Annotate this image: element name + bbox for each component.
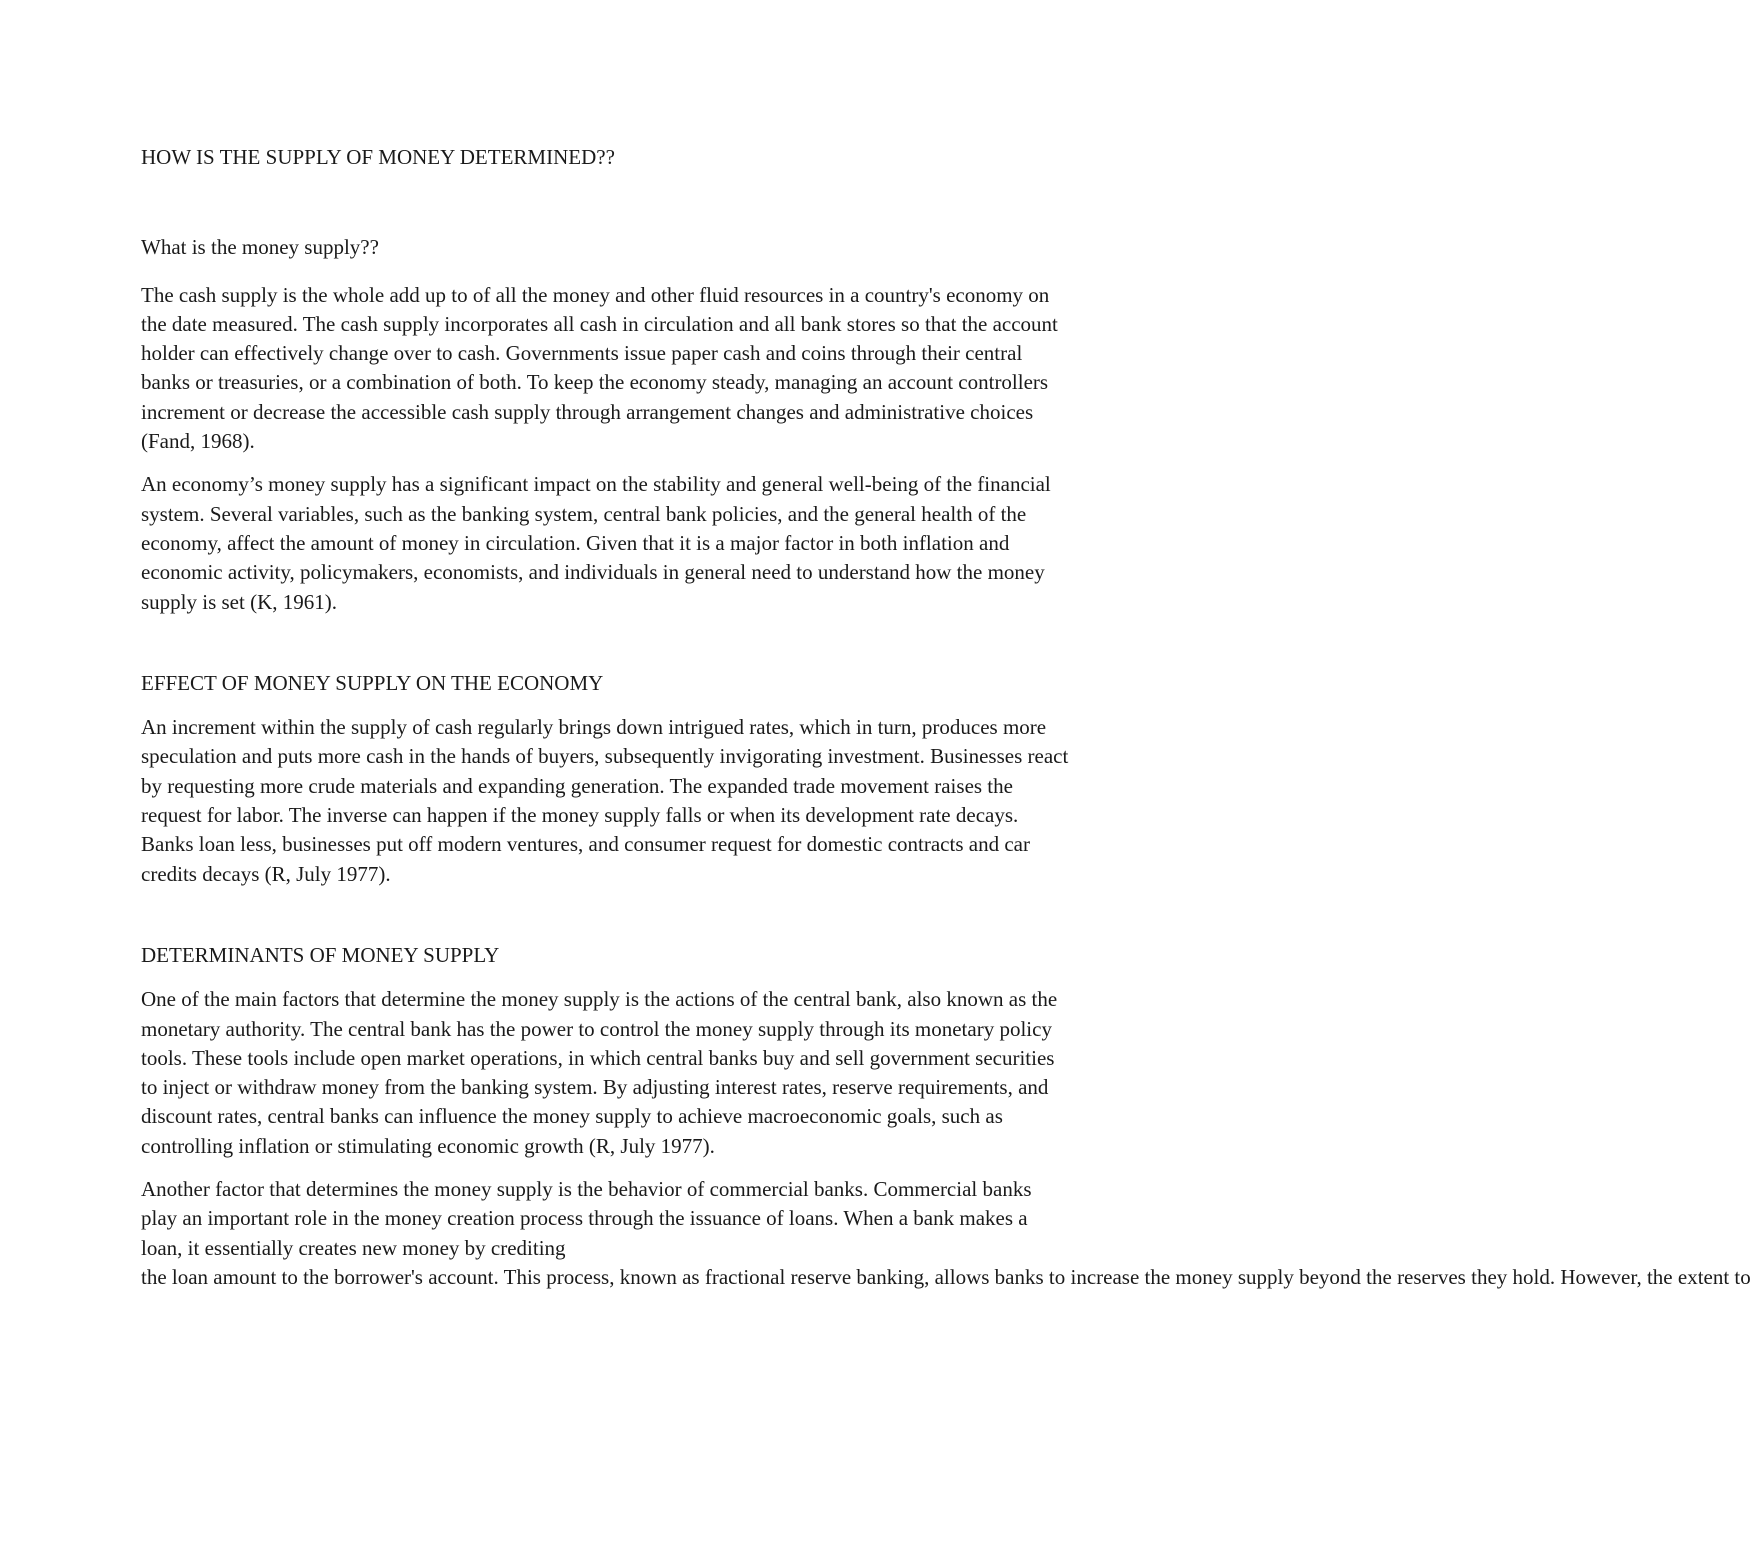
subtitle-what-is-money-supply: What is the money supply?? xyxy=(141,235,379,260)
determinants-paragraph-1: One of the main factors that determine the money supply is the actions of the central bank, also known as the monetary authority. The central bank has the power to control the money supply through its monetary policy tools. These tools include open market operations, in which central banks buy and sell government securities to inject or withdraw money from the banking system. By adjusting interest rates, reserve requirements, and discount rates, central banks can influence the money supply to achieve macroeconomic goals, such as controlling inflation or stimulating economic growth (R, July 1977). xyxy=(141,987,1058,1158)
section-heading-determinants: DETERMINANTS OF MONEY SUPPLY xyxy=(141,942,500,967)
determinants-paragraph-2 xyxy=(141,1175,1751,1292)
determinants-paragraph-2-part-1: Another factor that determines the money supply is the behavior of commercial banks. Commercial banks play an important role in the money creation process through the issuance of loans. When a bank makes a loan, it essentially creates new money by crediting xyxy=(141,1177,1032,1260)
document-body xyxy=(141,143,1751,1292)
section-heading-effect: EFFECT OF MONEY SUPPLY ON THE ECONOMY xyxy=(141,670,604,695)
intro-paragraph-2: An economy’s money supply has a significant impact on the stability and general well-being of the financial system. Several variables, such as the banking system, central bank policies, and the general health of the economy, affect the amount of money in circulation. Given that it is a major factor in both inflation and economic activity, policymakers, economists, and individuals in general need to understand how the money supply is set (K, 1961). xyxy=(141,472,1051,614)
section-effect-paragraph: An increment within the supply of cash regularly brings down intrigued rates, which in turn, produces more speculation and puts more cash in the hands of buyers, subsequently invigorating investment. Businesses react by requesting more crude materials and expanding generation. The expanded trade movement raises the request for labor. The inverse can happen if the money supply falls or when its development rate decays. Banks loan less, businesses put off modern ventures, and consumer request for domestic contracts and car credits decays (R, July 1977). xyxy=(141,715,1069,886)
document-title: HOW IS THE SUPPLY OF MONEY DETERMINED?? xyxy=(141,145,615,169)
determinants-paragraph-2-part-2: the loan amount to the borrower's account. This process, known as fractional reserve banking, allows banks to increase the money supply beyond the reserves they hold. However, the extent to xyxy=(141,1264,1751,1289)
intro-paragraph-1: The cash supply is the whole add up to of all the money and other fluid resources in a country's economy on the date measured. The cash supply incorporates all cash in circulation and all bank stores so that the account holder can effectively change over to cash. Governments issue paper cash and coins through their central banks or treasuries, or a combination of both. To keep the economy steady, managing an account controllers increment or decrease the accessible cash supply through arrangement changes and administrative choices (Fand, 1968). xyxy=(141,282,1058,454)
